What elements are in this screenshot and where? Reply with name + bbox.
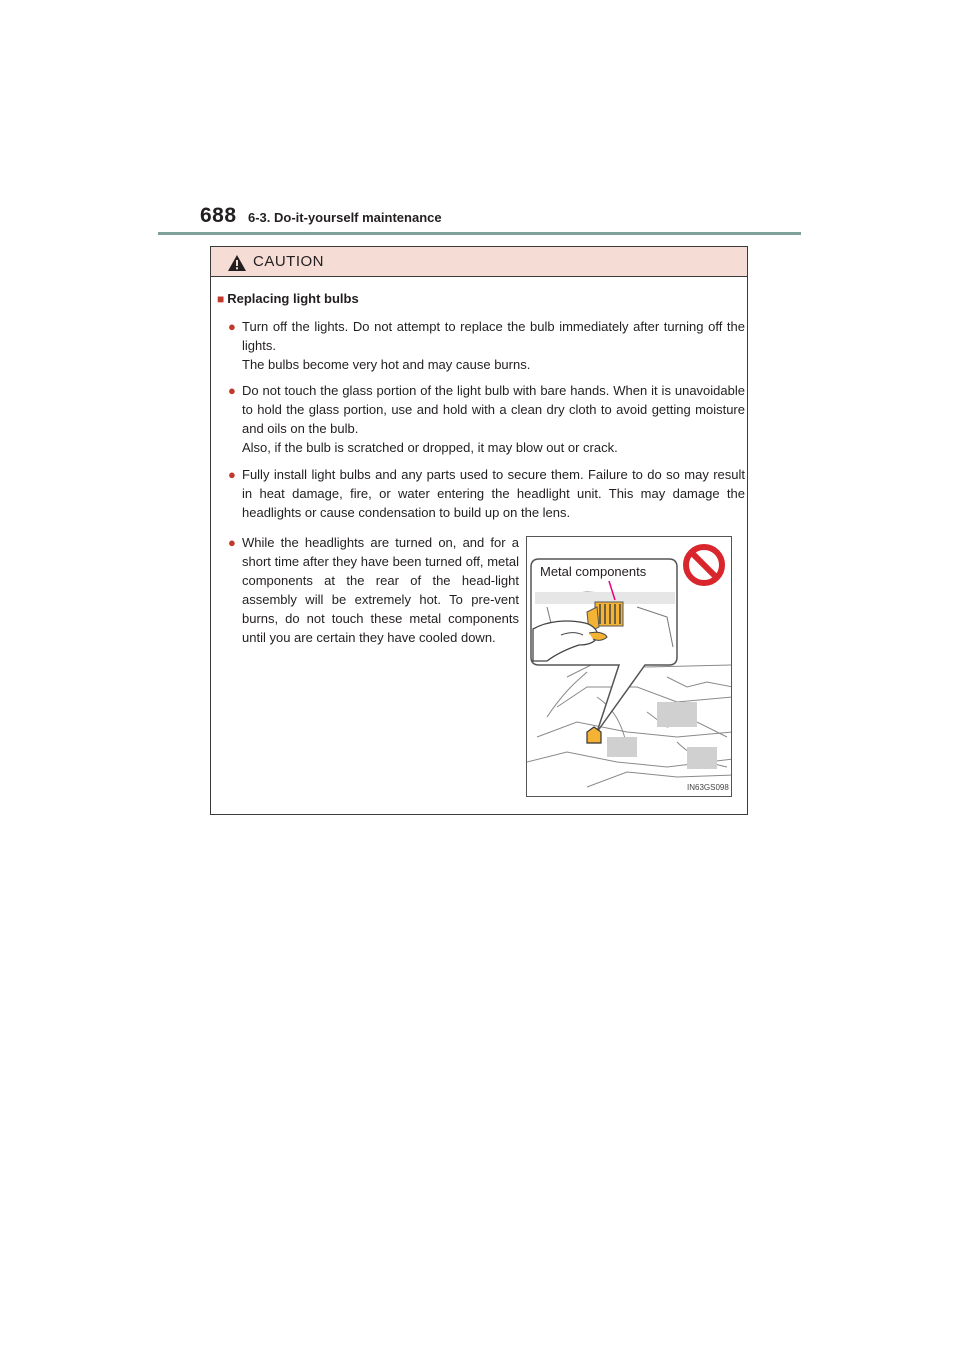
bullet-text: While the headlights are turned on, and for a short time after they have been turned off, metal components at the rear of the head-light assembly will be extremely hot. To pre-vent burns, do not touch these metal components until you are certain they have cooled down. — [242, 535, 519, 645]
sub-heading — [217, 291, 359, 306]
illustration-code: IN63GS098 — [687, 783, 729, 792]
bullet-item — [219, 317, 745, 374]
bullet-item — [219, 533, 519, 647]
section-title: 6-3. Do-it-yourself maintenance — [248, 210, 442, 225]
warning-triangle-icon — [228, 255, 246, 271]
caution-label: CAUTION — [253, 253, 324, 270]
bullet-dot-icon: ● — [228, 467, 236, 482]
bullet-text: The bulbs become very hot and may cause burns. — [242, 357, 531, 372]
bullet-text: Do not touch the glass portion of the light bulb with bare hands. When it is unavoidable to hold the glass portion, use and hold with a clean dry cloth to avoid getting moisture and oils on the bulb. — [242, 383, 745, 436]
metal-components-label: Metal components — [540, 564, 647, 579]
bullet-item — [219, 381, 745, 457]
square-bullet-icon: ■ — [217, 292, 225, 306]
caution-box — [210, 246, 748, 815]
bullet-item — [219, 465, 745, 522]
bullet-dot-icon: ● — [228, 535, 236, 550]
sub-heading-text: Replacing light bulbs — [227, 291, 359, 306]
caution-bar — [211, 247, 747, 277]
bullet-text: Also, if the bulb is scratched or dropped, it may blow out or crack. — [242, 440, 618, 455]
bullet-text: Turn off the lights. Do not attempt to replace the bulb immediately after turning off the lights. — [242, 319, 745, 353]
bullet-text: Fully install light bulbs and any parts used to secure them. Failure to do so may result in heat damage, fire, or water entering the headlight unit. This may damage the headlights or cause condensation to build up on the lens. — [242, 467, 745, 520]
page-header — [158, 196, 801, 236]
prohibition-icon — [686, 547, 722, 583]
page-number: 688 — [200, 204, 237, 227]
bullet-dot-icon: ● — [228, 319, 236, 334]
metal-components-illustration — [526, 536, 732, 797]
bullet-dot-icon: ● — [228, 383, 236, 398]
header-rule — [158, 232, 801, 235]
